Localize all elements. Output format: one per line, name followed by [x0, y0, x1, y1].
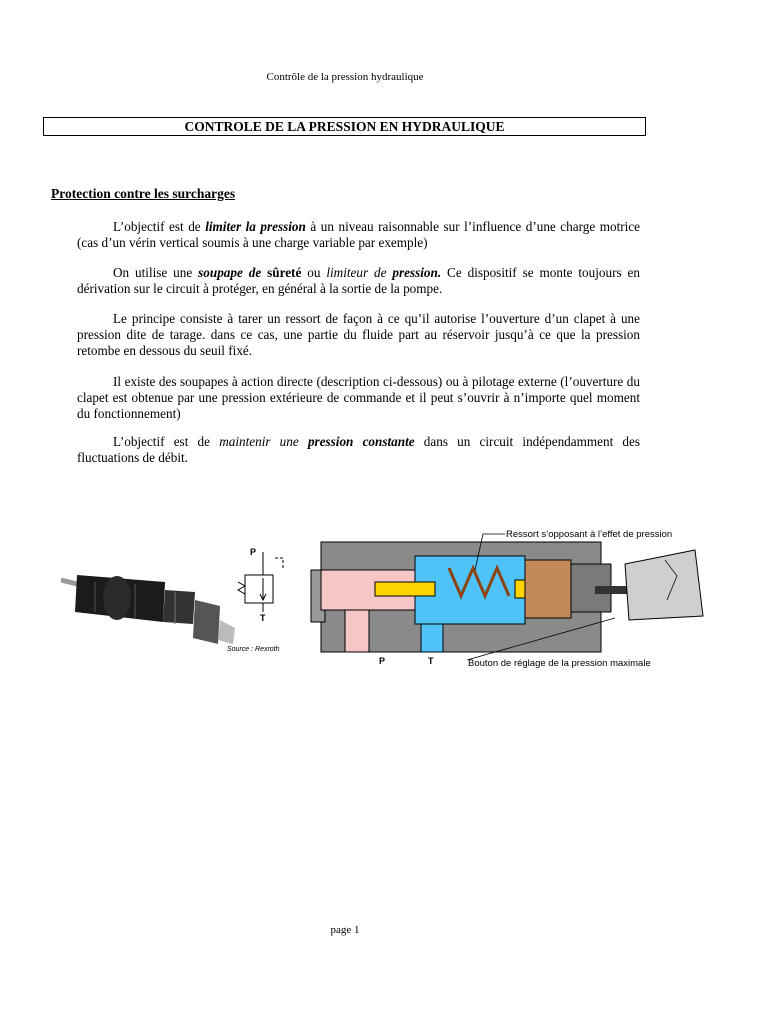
symbol-p-label: P [250, 547, 257, 557]
valve-photo [61, 575, 235, 644]
running-header: Contrôle de la pression hydraulique [266, 71, 424, 83]
paragraph-3: Le principe consiste à tarer un ressort de façon à ce qu’il autorise l’ouverture d’un clapet à une pression dite de tarage. dans ce cas, une partie du fluide part au réservoir jusqu’à ce que la pression retombe en dessous du seuil fixé. [77, 311, 640, 358]
paragraph-5: L’objectif est de maintenir une pression constante dans un circuit indépendamment des fluctuations de débit. [77, 434, 641, 465]
relief-valve-symbol [238, 547, 283, 623]
relief-valve-figure [55, 520, 725, 680]
paragraph-1: L’objectif est de limiter la pression à un niveau raisonnable sur l’influence d’une charge motrice (cas d’un vérin vertical soumis à une charge variable par exemple) [77, 219, 641, 250]
port-p-label: P [379, 656, 386, 666]
valve-cross-section [311, 542, 703, 652]
spring-callout: Ressort s’opposant à l’effet de pression [506, 529, 673, 540]
document-title: CONTROLE DE LA PRESSION EN HYDRAULIQUE [43, 117, 646, 136]
paragraph-4: Il existe des soupapes à action directe (description ci-dessous) ou à pilotage externe (l’ouverture du clapet est obtenue par une pression extérieure de commande et il peut s’ouvrir à n’importe quel moment du fonctionnement) [77, 374, 640, 421]
knob-callout: Bouton de réglage de la pression maximale [468, 658, 651, 669]
symbol-t-label: T [260, 613, 266, 623]
page-number: page 1 [330, 924, 360, 936]
paragraph-2: On utilise une soupape de sûreté ou limiteur de pression. Ce dispositif se monte toujours en dérivation sur le circuit à protéger, en général à la sortie de la pompe. [77, 265, 640, 296]
port-t-label: T [428, 656, 434, 666]
photo-source-caption: Source : Rexroth [227, 646, 280, 653]
section-title: Protection contre les surcharges [51, 186, 236, 201]
